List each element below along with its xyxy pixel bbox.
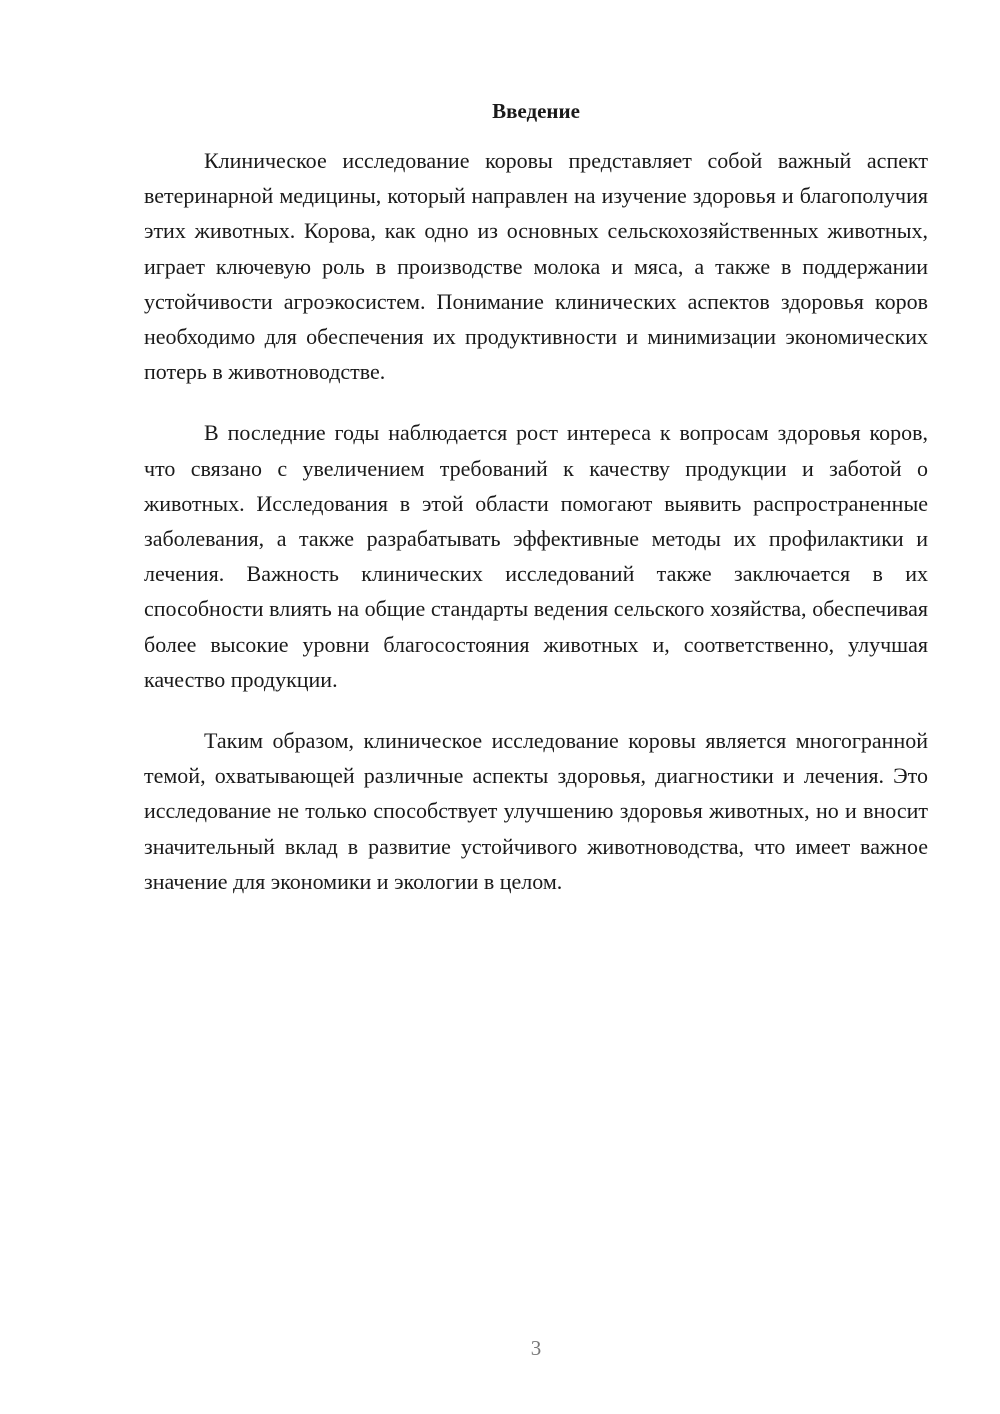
page-number: 3 bbox=[530, 1336, 542, 1360]
paragraph-1: Клиническое исследование коровы представляет собой важный аспект ветеринарной медицины, который направлен на изучение здоровья и благополучия этих животных. Корова, как одно из основных сельскохозяйственных животных, играет ключевую роль в производстве молока и мяса, а также в поддержании устойчивости агроэкосистем. Понимание клинических аспектов здоровья коров необходимо для обеспечения их продуктивности и минимизации экономических потерь в животноводстве. bbox=[144, 148, 928, 385]
paragraph-2: В последние годы наблюдается рост интереса к вопросам здоровья коров, что связано с увеличением требований к качеству продукции и заботой о животных. Исследования в этой области помогают выявить распространенные заболевания, а также разрабатывать эффективные методы их профилактики и лечения. Важность клинических исследований также заключается в их способности влиять на общие стандарты ведения сельского хозяйства, обеспечивая более высокие уровни благосостояния животных и, соответственно, улучшая качество продукции. bbox=[144, 420, 928, 692]
document-body bbox=[144, 143, 928, 925]
paragraph-3: Таким образом, клиническое исследование коровы является многогранной темой, охватывающей различные аспекты здоровья, диагностики и лечения. Это исследование не только способствует улучшению здоровья животных, но и вносит значительный вклад в развитие устойчивого животноводства, что имеет важное значение для экономики и экологии в целом. bbox=[144, 728, 928, 894]
page-title: Введение bbox=[492, 99, 580, 123]
